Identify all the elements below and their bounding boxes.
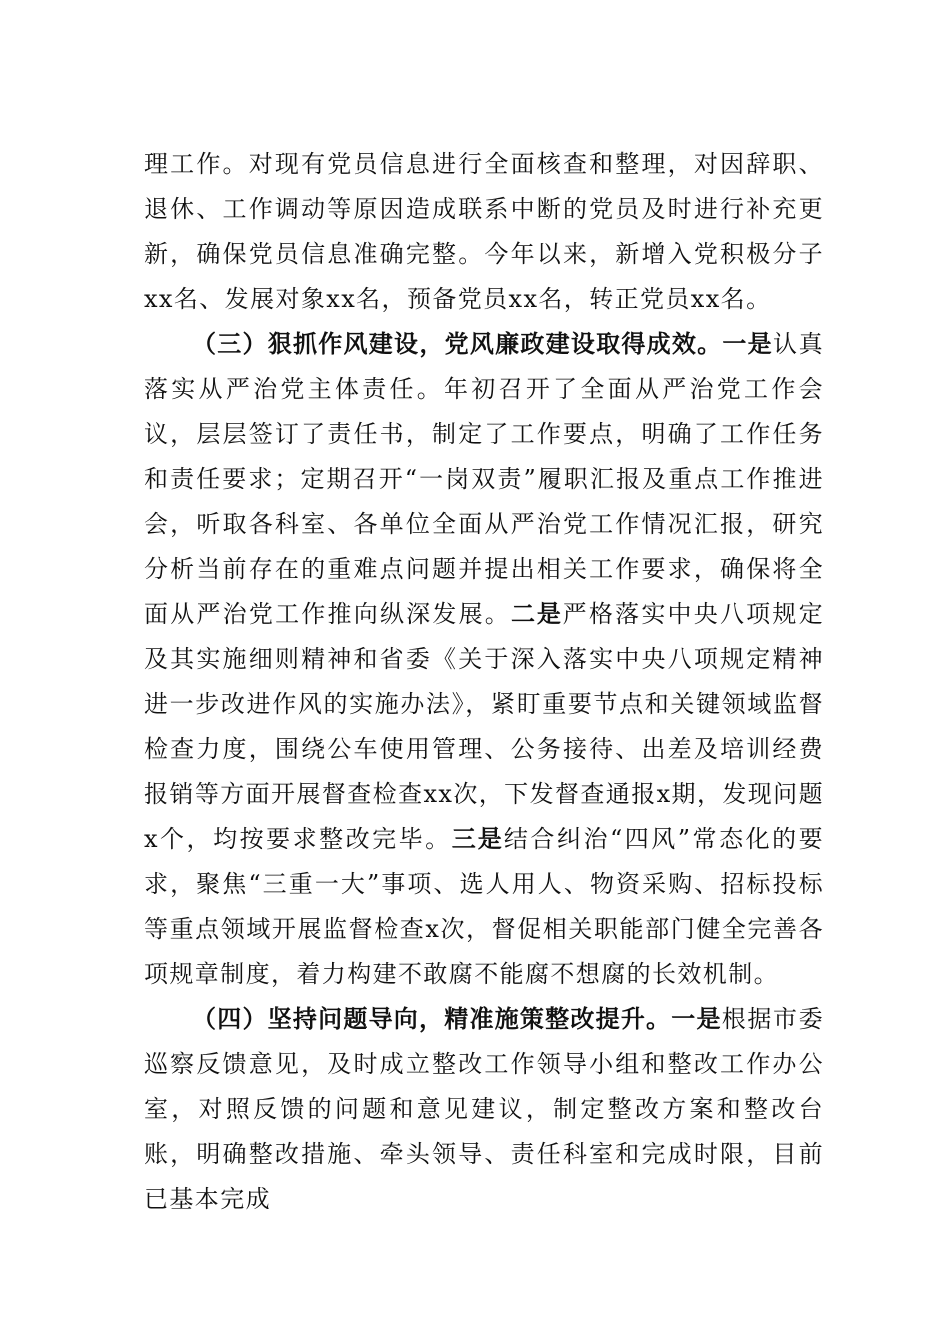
body-first: 认真落实从严治党主体责任。年初召开了全面从严治党工作会议，层层签订了责任书，制定了工作要点，明确了工作任务和责任要求；定期召开“一岗双责”履职汇报及重点工作推进会，听取各科室、各单位全面从严治党工作情况汇报，研究分析当前存在的重难点问题并提出相关工作要求，确保将全面从严治党工作推向纵深发展。	[144, 330, 824, 628]
body-first: 根据市委巡察反馈意见，及时成立整改工作领导小组和整改工作办公室，对照反馈的问题和意见建议，制定整改方案和整改台账，明确整改措施、牵头领导、责任科室和完成时限，目前已基本完成	[144, 1005, 825, 1213]
body-second: 严格落实中央八项规定及其实施细则精神和省委《关于深入落实中央八项规定精神进一步改进作风的实施办法》，紧盯重要节点和关键领域监督检查力度，围绕公车使用管理、公务接待、出差及培训经费报销等方面开展督查检查xx次，下发督查通报x期，发现问题x个，均按要求整改完毕。	[144, 600, 825, 853]
body-third: 结合纠治“四风”常态化的要求，聚焦“三重一大”事项、选人用人、物资采购、招标投标等重点领域开展监督检查x次，督促相关职能部门健全完善各项规章制度，着力构建不敢腐不能腐不想腐的长效机制。	[144, 825, 825, 988]
paragraph-section-four	[144, 997, 824, 1222]
section-three-heading: （三）狠抓作风建设，党风廉政建设取得成效。	[192, 330, 723, 358]
lead-first: 一是	[671, 1005, 722, 1033]
paragraph-section-three	[144, 322, 824, 997]
lead-first: 一是	[722, 330, 773, 358]
lead-second: 二是	[511, 600, 563, 628]
document-body	[144, 142, 824, 1222]
lead-third: 三是	[451, 825, 504, 853]
paragraph-text: 理工作。对现有党员信息进行全面核查和整理，对因辞职、退休、工作调动等原因造成联系中断的党员及时进行补充更新，确保党员信息准确完整。今年以来，新增入党积极分子xx名、发展对象xx名，预备党员xx名，转正党员xx名。	[144, 150, 824, 313]
paragraph-party-member-info	[144, 142, 824, 322]
section-four-heading: （四）坚持问题导向，精准施策整改提升。	[192, 1005, 672, 1033]
